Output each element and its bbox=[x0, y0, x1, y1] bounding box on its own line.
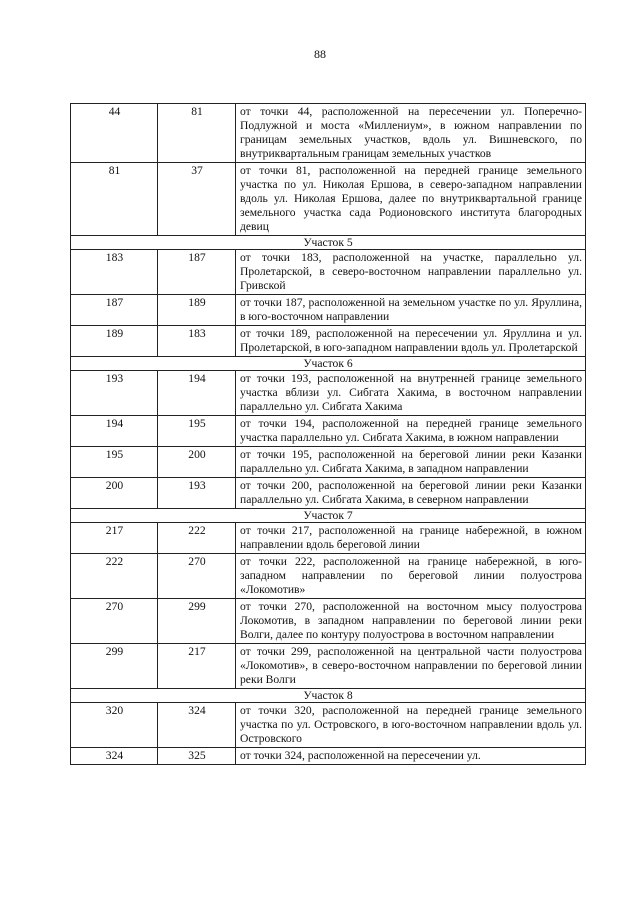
from-point-cell: 299 bbox=[71, 644, 158, 689]
section-header-row bbox=[71, 509, 586, 523]
boundary-description-cell: от точки 270, расположенной на восточном мысу полуострова Локомотив, в западном направлении по береговой линии реки Волги, далее по контуру полуострова в восточном направлении bbox=[236, 599, 586, 644]
table-row bbox=[71, 371, 586, 416]
boundary-description-cell: от точки 183, расположенной на участке, параллельно ул. Пролетарской, в северо-восточном направлении параллельно ул. Гривской bbox=[236, 250, 586, 295]
section-label: Участок 6 bbox=[71, 357, 586, 371]
to-point-cell: 189 bbox=[158, 295, 236, 326]
table-row bbox=[71, 416, 586, 447]
section-header-row bbox=[71, 357, 586, 371]
boundary-description-cell: от точки 189, расположенной на пересечении ул. Яруллина и ул. Пролетарской, в юго-западном направлении вдоль ул. Пролетарской bbox=[236, 326, 586, 357]
to-point-cell: 183 bbox=[158, 326, 236, 357]
to-point-cell: 193 bbox=[158, 478, 236, 509]
boundary-description-cell: от точки 193, расположенной на внутренней границе земельного участка вблизи ул. Сибгата Хакима, в восточном направлении параллельно ул. Сибгата Хакима bbox=[236, 371, 586, 416]
table-row bbox=[71, 748, 586, 765]
to-point-cell: 324 bbox=[158, 703, 236, 748]
from-point-cell: 270 bbox=[71, 599, 158, 644]
boundary-points-table bbox=[70, 103, 586, 765]
section-label: Участок 8 bbox=[71, 689, 586, 703]
boundary-description-cell: от точки 200, расположенной на береговой линии реки Казанки параллельно ул. Сибгата Хакима, в северном направлении bbox=[236, 478, 586, 509]
boundary-description-cell: от точки 222, расположенной на границе набережной, в юго-западном направлении по береговой линии полуострова «Локомотив» bbox=[236, 554, 586, 599]
boundary-description-cell: от точки 217, расположенной на границе набережной, в южном направлении вдоль береговой линии bbox=[236, 523, 586, 554]
to-point-cell: 325 bbox=[158, 748, 236, 765]
boundary-description-cell: от точки 299, расположенной на центральной части полуострова «Локомотив», в северо-восточном направлении по береговой линии реки Волги bbox=[236, 644, 586, 689]
section-header-row bbox=[71, 236, 586, 250]
to-point-cell: 81 bbox=[158, 104, 236, 163]
table-row bbox=[71, 554, 586, 599]
from-point-cell: 200 bbox=[71, 478, 158, 509]
to-point-cell: 270 bbox=[158, 554, 236, 599]
page-number: 88 bbox=[314, 47, 326, 61]
table-row bbox=[71, 326, 586, 357]
boundary-description-cell: от точки 44, расположенной на пересечении ул. Поперечно-Подлужной и моста «Миллениум», в южном направлении по границам земельных участков, вдоль ул. Вишневского, по внутриквартальным границам земельных участков bbox=[236, 104, 586, 163]
table-row bbox=[71, 295, 586, 326]
from-point-cell: 183 bbox=[71, 250, 158, 295]
table-row bbox=[71, 104, 586, 163]
table-row bbox=[71, 523, 586, 554]
boundary-description-cell: от точки 324, расположенной на пересечении ул. bbox=[236, 748, 586, 765]
to-point-cell: 299 bbox=[158, 599, 236, 644]
table-row bbox=[71, 644, 586, 689]
to-point-cell: 194 bbox=[158, 371, 236, 416]
table-row bbox=[71, 250, 586, 295]
from-point-cell: 189 bbox=[71, 326, 158, 357]
table-row bbox=[71, 703, 586, 748]
section-label: Участок 7 bbox=[71, 509, 586, 523]
boundary-description-cell: от точки 195, расположенной на береговой линии реки Казанки параллельно ул. Сибгата Хакима, в западном направлении bbox=[236, 447, 586, 478]
from-point-cell: 320 bbox=[71, 703, 158, 748]
to-point-cell: 200 bbox=[158, 447, 236, 478]
table-row bbox=[71, 447, 586, 478]
from-point-cell: 324 bbox=[71, 748, 158, 765]
from-point-cell: 81 bbox=[71, 163, 158, 236]
to-point-cell: 37 bbox=[158, 163, 236, 236]
boundary-description-cell: от точки 194, расположенной на передней границе земельного участка параллельно ул. Сибгата Хакима, в южном направлении bbox=[236, 416, 586, 447]
table-row bbox=[71, 478, 586, 509]
table-row bbox=[71, 599, 586, 644]
from-point-cell: 193 bbox=[71, 371, 158, 416]
boundary-description-cell: от точки 81, расположенной на передней границе земельного участка по ул. Николая Ершова, в северо-западном направлении вдоль ул. Николая Ершова, далее по внутриквартальной границе земельного участка сада Родионовского института благородных девиц bbox=[236, 163, 586, 236]
from-point-cell: 44 bbox=[71, 104, 158, 163]
from-point-cell: 195 bbox=[71, 447, 158, 478]
to-point-cell: 222 bbox=[158, 523, 236, 554]
from-point-cell: 187 bbox=[71, 295, 158, 326]
from-point-cell: 194 bbox=[71, 416, 158, 447]
to-point-cell: 195 bbox=[158, 416, 236, 447]
to-point-cell: 187 bbox=[158, 250, 236, 295]
boundary-description-cell: от точки 320, расположенной на передней границе земельного участка по ул. Островского, в юго-восточном направлении вдоль ул. Островского bbox=[236, 703, 586, 748]
from-point-cell: 217 bbox=[71, 523, 158, 554]
section-label: Участок 5 bbox=[71, 236, 586, 250]
table-row bbox=[71, 163, 586, 236]
from-point-cell: 222 bbox=[71, 554, 158, 599]
section-header-row bbox=[71, 689, 586, 703]
to-point-cell: 217 bbox=[158, 644, 236, 689]
boundary-description-cell: от точки 187, расположенной на земельном участке по ул. Яруллина, в юго-восточном направлении bbox=[236, 295, 586, 326]
